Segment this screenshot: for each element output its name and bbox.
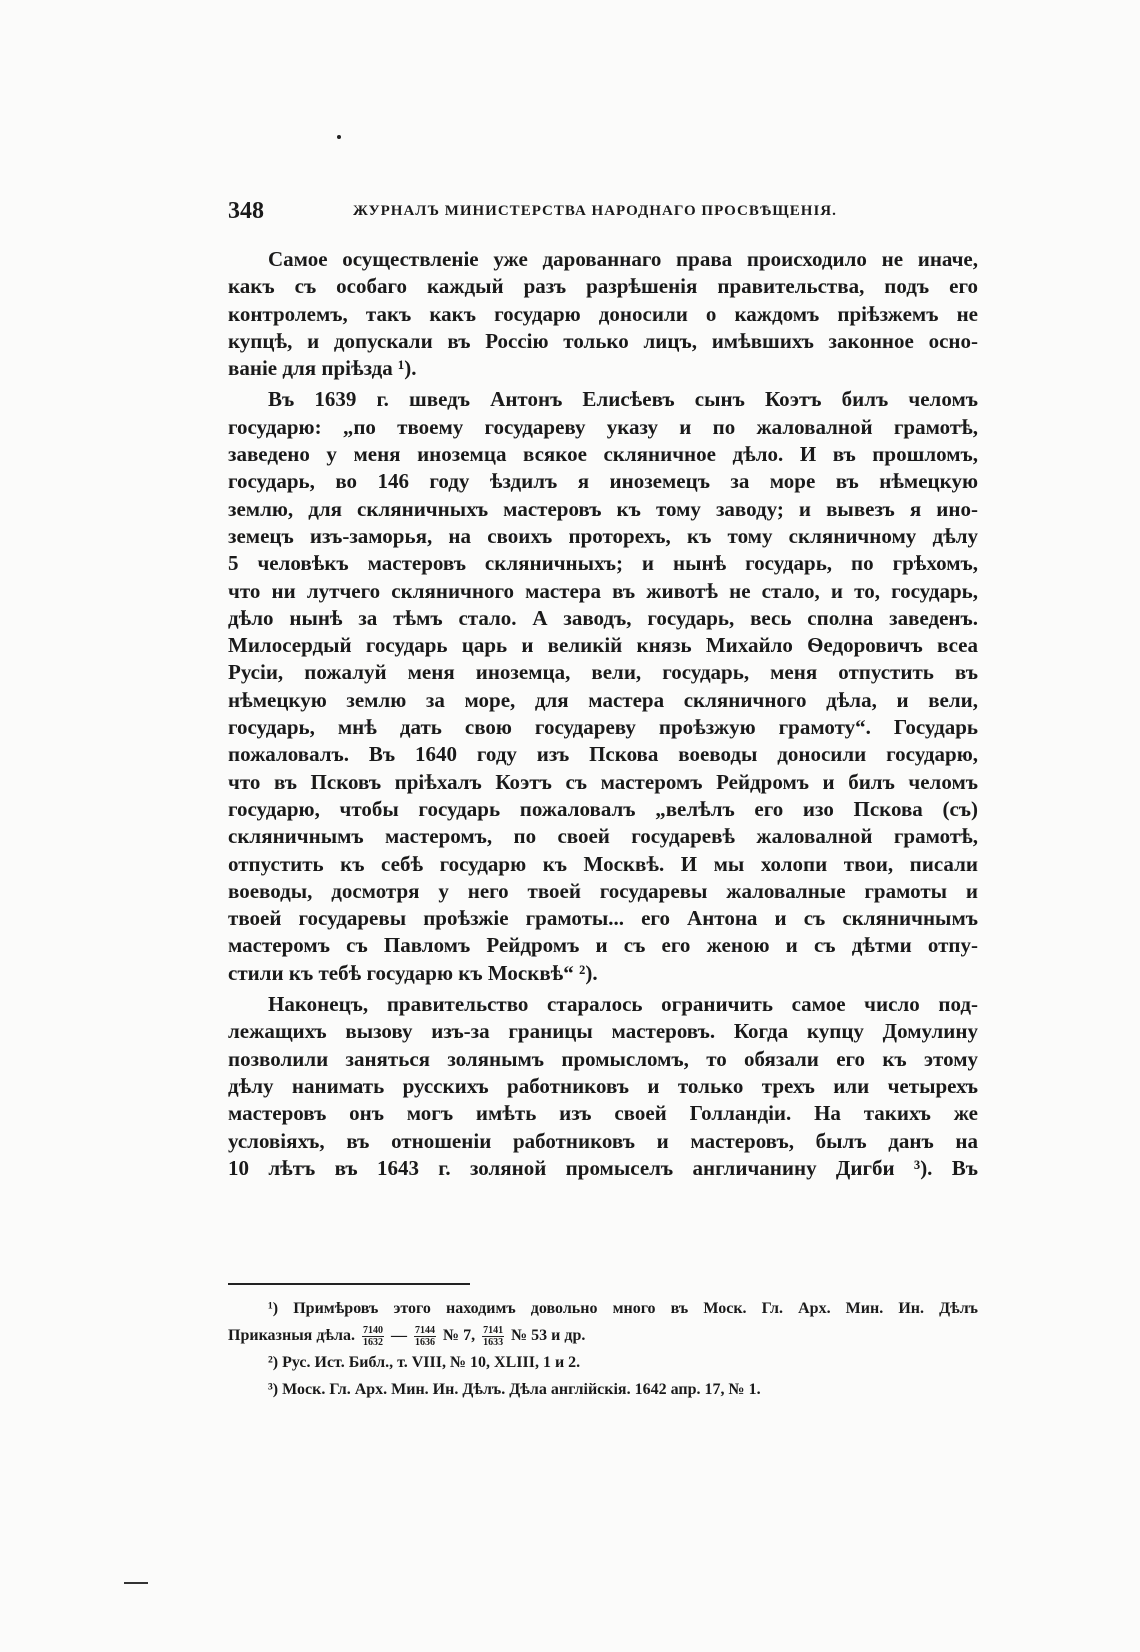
text-line: контролемъ, такъ какъ государю доносили о каждомъ пріѣзжемъ не (228, 301, 978, 326)
text-line: Въ 1639 г. шведъ Антонъ Елисѣевъ сынъ Коэтъ билъ челомъ (268, 387, 978, 412)
text-line: что ни лутчего скляничного мастера въ животѣ не стало, и то, государь, (228, 578, 978, 603)
text-line: земецъ изъ-заморья, на своихъ проторехъ, къ тому скляничному дѣлу (228, 523, 978, 548)
text-line: лежащихъ вызову изъ-за границы мастеровъ. Когда купцу Домулину (228, 1019, 978, 1044)
page-header (228, 198, 978, 228)
footnote-1-line-2 (228, 1322, 978, 1349)
text-line: Милосердый государь царь и великій князь Михайло Ѳедоровичъ всеа (228, 633, 978, 658)
footnote-2: ²) Рус. Ист. Библ., т. VIII, № 10, XLIII, 1 и 2. (268, 1354, 581, 1371)
footnote-text: — (391, 1327, 408, 1344)
fraction-numerator: 7141 (483, 1324, 504, 1336)
fraction-denominator: 1636 (415, 1336, 436, 1348)
text-line: ваніе для пріѣзда ¹). (228, 356, 417, 381)
footnote-text: № 7, (443, 1327, 476, 1344)
text-line: мастеровъ онъ могъ имѣть изъ своей Голландіи. На такихъ же (228, 1101, 978, 1126)
text-line: дѣло нынѣ за тѣмъ стало. А заводъ, государь, весь сполна заведенъ. (228, 605, 978, 630)
text-line: государю: „по твоему государеву указу и по жаловалной грамотѣ, (228, 414, 978, 439)
text-line: какъ съ особаго каждый разъ разрѣшенія правительства, подъ его (228, 274, 978, 299)
footnote-3: ³) Моск. Гл. Арх. Мин. Ин. Дѣлъ. Дѣла англійскія. 1642 апр. 17, № 1. (268, 1381, 761, 1398)
text-line: воеводы, досмотря у него твоей государевы жаловалные грамоты и (228, 878, 978, 903)
text-line: позволили заняться золянымъ промысломъ, то обязали его къ этому (228, 1046, 978, 1071)
paragraph-3 (228, 991, 978, 1182)
text-line: скляничнымъ мастеромъ, по своей государевѣ жаловалной грамотѣ, (228, 824, 978, 849)
date-fraction (414, 1325, 436, 1348)
page-number: 348 (228, 198, 264, 224)
fraction-denominator: 1632 (363, 1336, 384, 1348)
text-line: твоей государевы проѣзжіе грамоты... его Антона и съ скляничнымъ (228, 906, 978, 931)
footnote-text: Приказныя дѣла. (228, 1327, 356, 1344)
footnotes (228, 1295, 978, 1403)
body-text (228, 246, 978, 1182)
paragraph-2 (228, 386, 978, 987)
text-line: заведено у меня иноземца всякое скляничное дѣло. И въ прошломъ, (228, 442, 978, 467)
text-line: Наконецъ, правительство старалось ограничить самое число под- (268, 992, 978, 1017)
text-line: нѣмецкую землю за море, для мастера скляничного дѣла, и вели, (228, 687, 978, 712)
date-fraction (362, 1325, 384, 1348)
text-line: 5 человѣкъ мастеровъ скляничныхъ; и нынѣ государь, по грѣхомъ, (228, 551, 978, 576)
fraction-denominator: 1633 (483, 1336, 504, 1348)
fraction-numerator: 7144 (415, 1324, 436, 1336)
footnote-text: № 53 и др. (511, 1327, 586, 1344)
text-line: купцѣ, и допускали въ Россію только лицъ, имѣвшихъ законное осно- (228, 328, 978, 353)
text-line: Русіи, пожалуй меня иноземца, вели, государь, меня отпустить въ (228, 660, 978, 685)
text-line: землю, для скляничныхъ мастеровъ къ тому заводу; и вывезъ я ино- (228, 496, 978, 521)
text-line: государь, во 146 году ѣздилъ я иноземецъ за море въ нѣмецкую (228, 469, 978, 494)
text-line: стили къ тебѣ государю къ Москвѣ“ ²). (228, 960, 598, 985)
text-line: дѣлу нанимать русскихъ работниковъ и только трехъ или четырехъ (228, 1073, 978, 1098)
running-title: ЖУРНАЛЪ МИНИСТЕРСТВА НАРОДНАГО ПРОСВѢЩЕНІЯ. (353, 203, 837, 219)
text-line: государю, чтобы государь пожаловалъ „велѣлъ его изо Пскова (съ) (228, 796, 978, 821)
text-line: что въ Псковъ пріѣхалъ Коэтъ съ мастеромъ Рейдромъ и билъ челомъ (228, 769, 978, 794)
footnote-1-line-1: ¹) Примѣровъ этого находимъ довольно много въ Моск. Гл. Арх. Мин. Ин. Дѣлъ (268, 1300, 978, 1317)
text-line: мастеромъ съ Павломъ Рейдромъ и съ его женою и съ дѣтми отпу- (228, 933, 978, 958)
text-line: государь, мнѣ дать свою государеву проѣзжую грамоту“. Государь (228, 715, 978, 740)
footnote-rule (228, 1283, 470, 1285)
text-line: пожаловалъ. Въ 1640 году изъ Пскова воеводы доносили государю, (228, 742, 978, 767)
date-fraction (482, 1325, 504, 1348)
text-line: отпустить къ себѣ государю къ Москвѣ. И мы холопи твои, писали (228, 851, 978, 876)
print-speck (337, 135, 341, 139)
margin-mark (124, 1582, 148, 1584)
text-line: 10 лѣтъ въ 1643 г. золяной промыселъ англичанину Дигби ³). Въ (228, 1155, 978, 1180)
paragraph-1 (228, 246, 978, 382)
text-line: Самое осуществленіе уже дарованнаго права происходило не иначе, (268, 247, 978, 271)
fraction-numerator: 7140 (363, 1324, 384, 1336)
text-line: условіяхъ, въ отношеніи работниковъ и мастеровъ, былъ данъ на (228, 1128, 978, 1153)
